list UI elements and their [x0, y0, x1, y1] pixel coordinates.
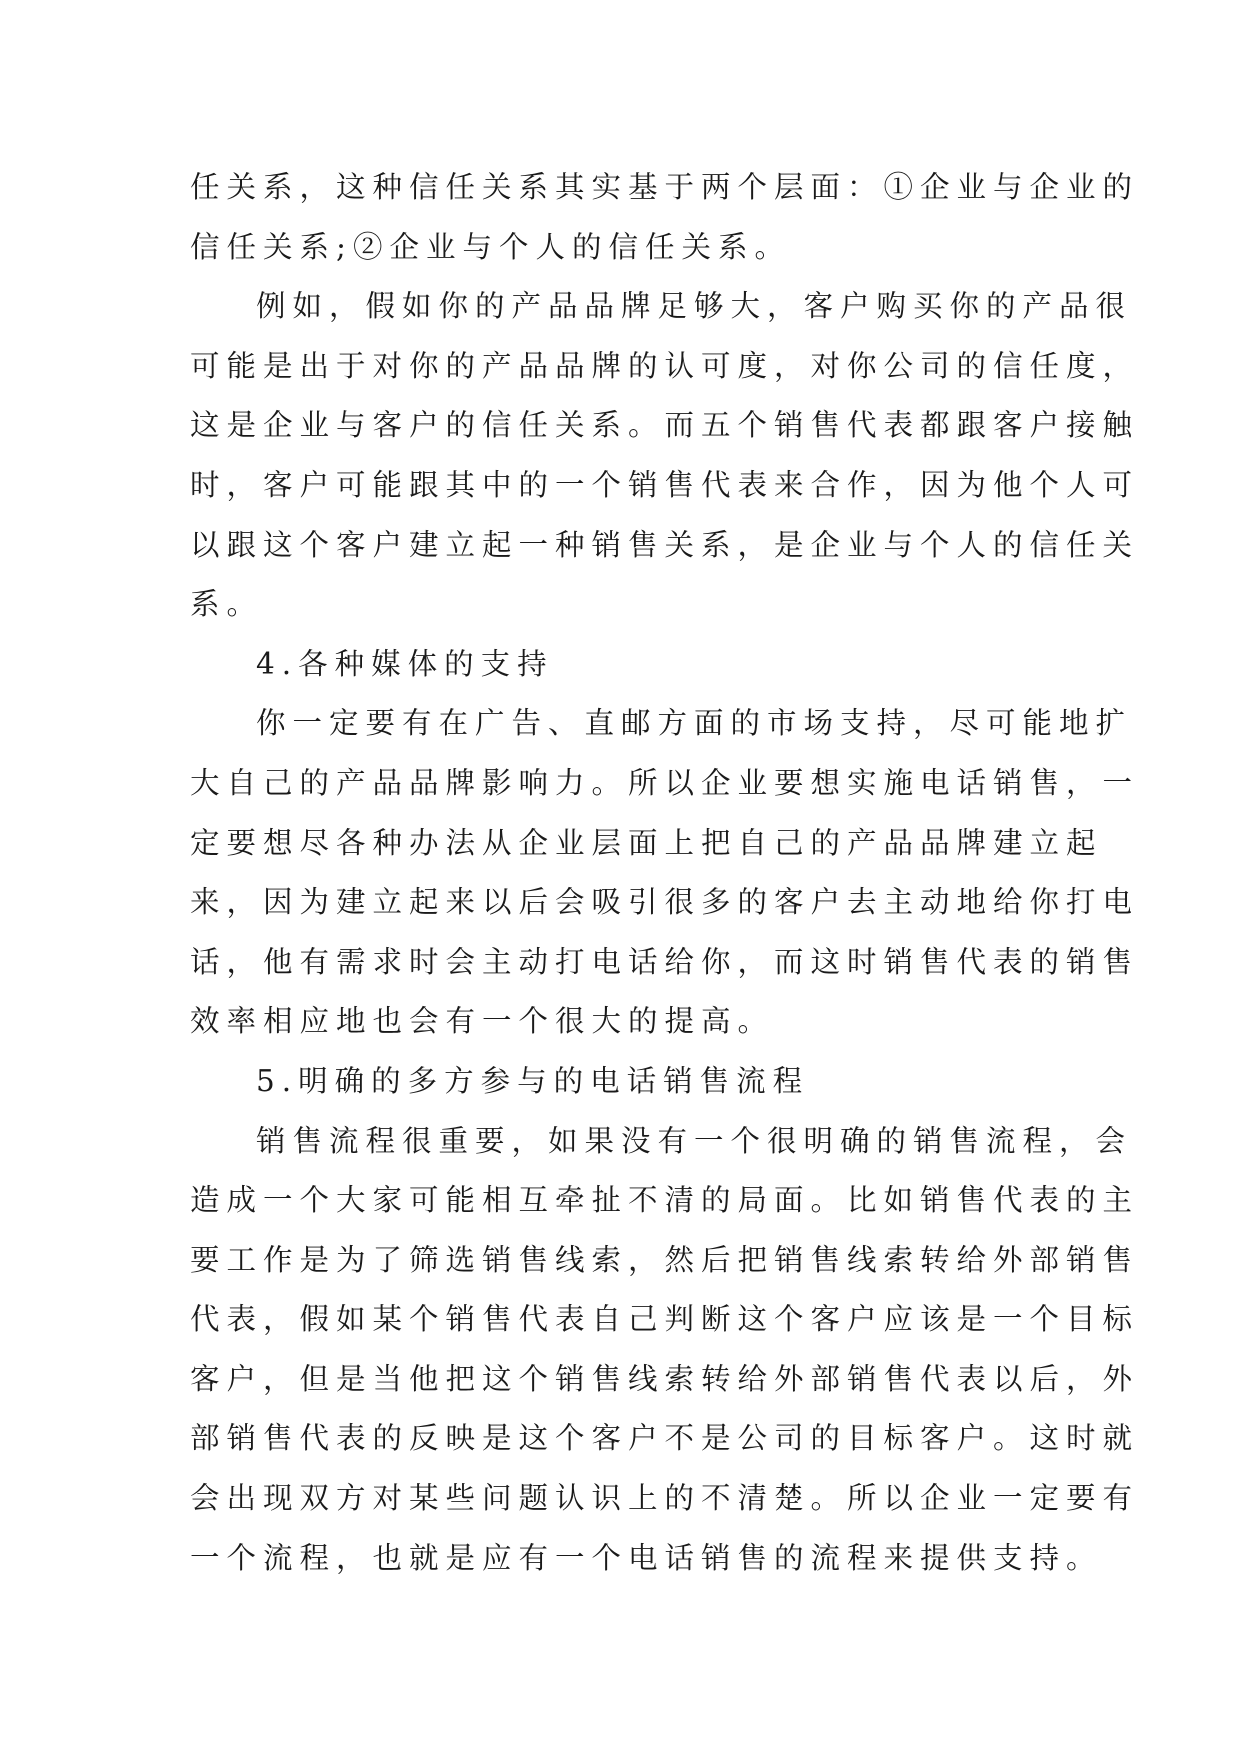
- text-line: 销售流程很重要，如果没有一个很明确的销售流程，会: [256, 1123, 1133, 1158]
- text-line: 大自己的产品品牌影响力。所以企业要想实施电话销售，一: [190, 765, 1140, 800]
- text-line: 可能是出于对你的产品品牌的认可度，对你公司的信任度，: [190, 348, 1140, 383]
- text-line: 以跟这个客户建立起一种销售关系，是企业与个人的信任关: [190, 527, 1140, 562]
- text-line: 代表，假如某个销售代表自己判断这个客户应该是一个目标: [190, 1302, 1140, 1337]
- text-line: 这是企业与客户的信任关系。而五个销售代表都跟客户接触: [190, 408, 1140, 443]
- text-line: 信任关系;②企业与个人的信任关系。: [190, 229, 791, 264]
- text-line: 时，客户可能跟其中的一个销售代表来合作，因为他个人可: [190, 467, 1140, 502]
- text-line: 造成一个大家可能相互牵扯不清的局面。比如销售代表的主: [190, 1183, 1140, 1218]
- document-body: [190, 158, 1140, 1588]
- text-line: 一个流程，也就是应有一个电话销售的流程来提供支持。: [190, 1540, 1103, 1575]
- text-line: 例如，假如你的产品品牌足够大，客户购买你的产品很: [256, 289, 1133, 324]
- text-line: 定要想尽各种办法从企业层面上把自己的产品品牌建立起: [190, 825, 1103, 860]
- text-line: 来，因为建立起来以后会吸引很多的客户去主动地给你打电: [190, 885, 1140, 920]
- text-line: 部销售代表的反映是这个客户不是公司的目标客户。这时就: [190, 1421, 1140, 1456]
- text-line: 任关系，这种信任关系其实基于两个层面：①企业与企业的: [190, 170, 1140, 204]
- text-line: 会出现双方对某些问题认识上的不清楚。所以企业一定要有: [190, 1481, 1140, 1516]
- text-line: 话，他有需求时会主动打电话给你，而这时销售代表的销售: [190, 944, 1140, 979]
- text-line: 要工作是为了筛选销售线索，然后把销售线索转给外部销售: [190, 1242, 1140, 1277]
- text-line: 5.明确的多方参与的电话销售流程: [256, 1063, 810, 1098]
- text-line: 你一定要有在广告、直邮方面的市场支持，尽可能地扩: [256, 706, 1133, 741]
- text-line: 客户，但是当他把这个销售线索转给外部销售代表以后，外: [190, 1361, 1140, 1396]
- text-line: 4.各种媒体的支持: [256, 646, 554, 681]
- text-line: 效率相应地也会有一个很大的提高。: [190, 1004, 775, 1039]
- text-line: 系。: [190, 587, 264, 622]
